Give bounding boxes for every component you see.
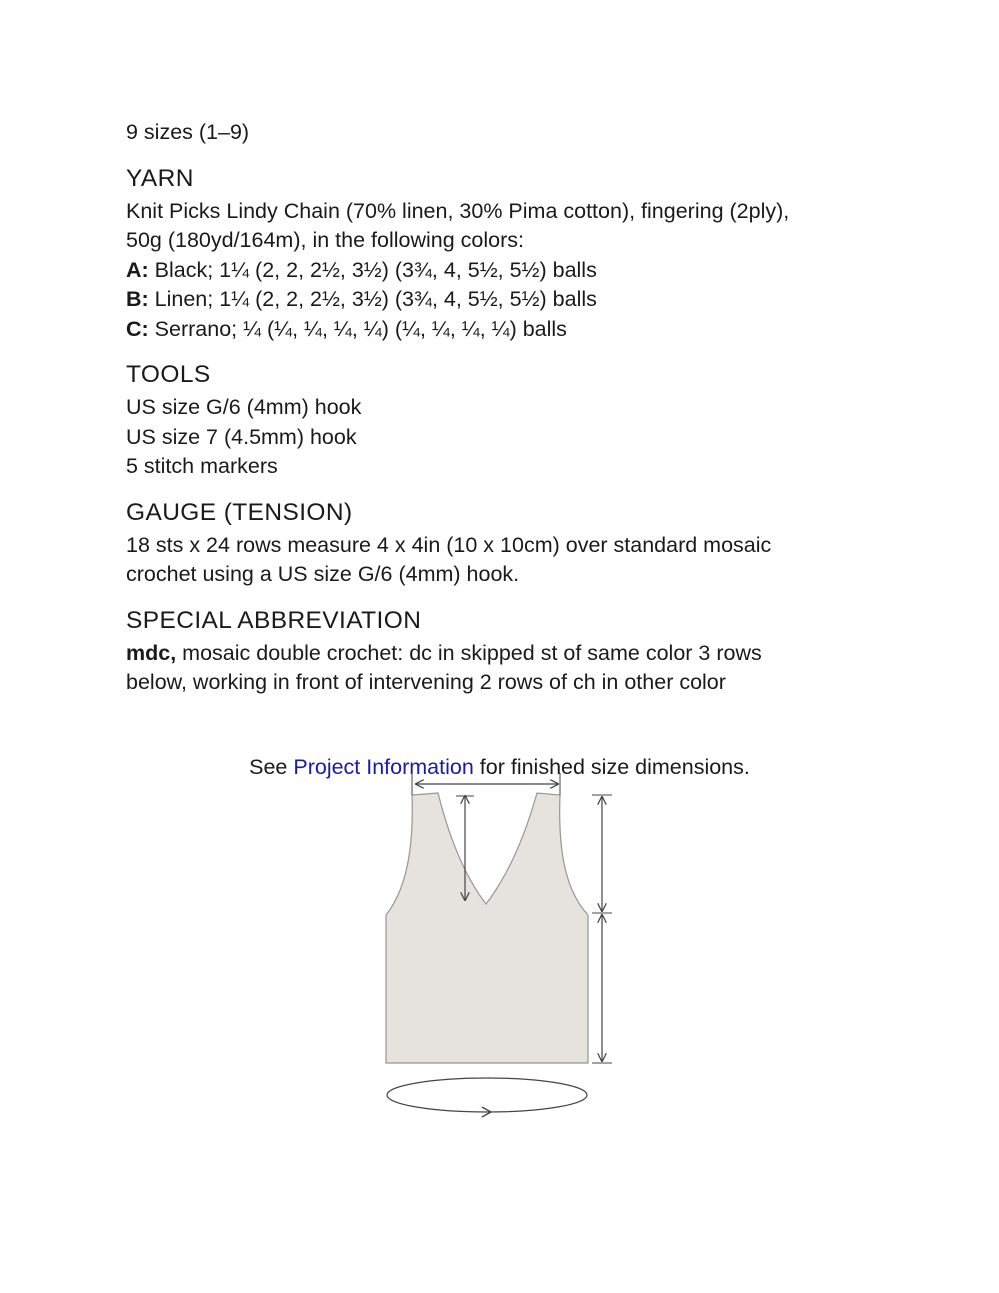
color-text: Black; 1¼ (2, 2, 2½, 3½) (3¾, 4, 5½, 5½) balls <box>148 257 597 282</box>
yarn-description-line-2: 50g (180yd/164m), in the following colors: <box>126 228 524 252</box>
abbreviation-term: mdc, <box>126 640 177 665</box>
special-abbreviation-section <box>126 606 886 698</box>
abbreviation-line-2: below, working in front of intervening 2 rows of ch in other color <box>126 670 726 694</box>
gauge-heading: GAUGE (TENSION) <box>126 498 353 526</box>
gauge-section <box>126 498 886 590</box>
tank-top-schematic <box>370 765 630 1125</box>
note-prefix: See <box>249 754 294 779</box>
abbreviation-line-1 <box>126 639 886 669</box>
color-letter: A: <box>126 257 149 282</box>
yarn-heading: YARN <box>126 164 194 192</box>
tank-top-shape <box>386 793 588 1063</box>
yarn-section <box>126 164 886 345</box>
tool-item: US size 7 (4.5mm) hook <box>126 424 357 449</box>
tool-item: 5 stitch markers <box>126 454 278 478</box>
yarn-description-line-1: Knit Picks Lindy Chain (70% linen, 30% Pima cotton), fingering (2ply), <box>126 198 790 223</box>
yarn-color-a <box>126 256 886 286</box>
special-abbreviation-heading: SPECIAL ABBREVIATION <box>126 606 422 634</box>
yarn-color-c <box>126 315 886 345</box>
abbreviation-definition: mosaic double crochet: dc in skipped st of same color 3 rows <box>176 640 762 665</box>
project-information-link[interactable]: Project Information <box>293 754 474 779</box>
gauge-line-2: crochet using a US size G/6 (4mm) hook. <box>126 562 520 586</box>
color-letter: B: <box>126 287 149 311</box>
gauge-line-1: 18 sts x 24 rows measure 4 x 4in (10 x 10cm) over standard mosaic <box>126 532 772 557</box>
sizes-line: 9 sizes (1–9) <box>126 120 250 144</box>
color-text: Linen; 1¼ (2, 2, 2½, 3½) (3¾, 4, 5½, 5½) balls <box>148 287 597 311</box>
color-letter: C: <box>126 316 149 341</box>
tool-item: US size G/6 (4mm) hook <box>126 395 362 419</box>
tools-heading: TOOLS <box>126 361 211 388</box>
note-suffix: for finished size dimensions. <box>473 754 750 779</box>
pattern-page <box>126 118 886 714</box>
tools-section <box>126 360 886 482</box>
color-text: Serrano; ¼ (¼, ¼, ¼, ¼) (¼, ¼, ¼, ¼) balls <box>148 316 567 341</box>
yarn-color-b <box>126 285 886 315</box>
circumference-ellipse <box>387 1078 587 1112</box>
